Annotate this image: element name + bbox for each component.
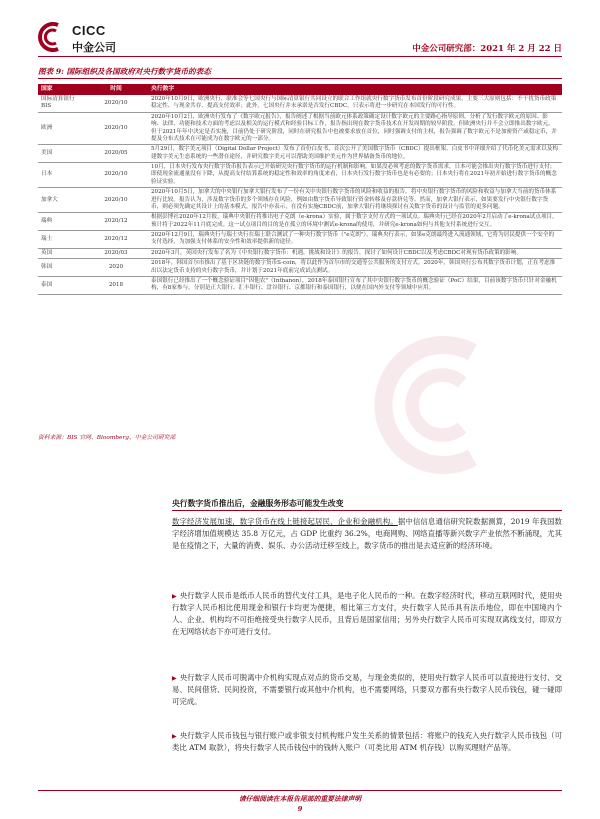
cicc-watermark-icon <box>360 330 510 480</box>
table-row <box>38 188 562 213</box>
table-row <box>38 163 562 188</box>
table-row <box>38 248 562 258</box>
bullet-arrow-icon: ▶ <box>172 593 177 600</box>
cbdc-stance-table <box>38 84 562 295</box>
cell-country: 欧洲 <box>38 112 84 145</box>
table-row <box>38 145 562 163</box>
figure-source: 资料来源：BIS 官网、Bloomberg、中金公司研究部 <box>38 435 176 441</box>
cell-time: 2020/05 <box>84 145 148 163</box>
table-row <box>38 112 562 145</box>
logo-text-cn: 中金公司 <box>72 41 116 54</box>
cell-time: 2020/10 <box>84 112 148 145</box>
section-title-divider <box>172 510 562 511</box>
cell-description: 2020年10月9日，欧洲央行、联准会等七国央行与国际清算银行共同设立的联合工作组就央行数字货币发布首份阶段研究成果，主要三大原则包括：不干扰货币政策稳定性、与现金共存、提高支付效率；此外，七国央行并未承诺是否发行CBDC，只表示将进一步研究在本国发行的可行性。 <box>148 95 562 112</box>
cell-description: 2020年3月，英国央行发布了名为《中央银行数字货币：机遇，挑战和设计》的报告，探讨了如何设计CBDC以及考虑CBDC对现有货币政策的影响。 <box>148 248 562 258</box>
table-header-row <box>38 84 562 95</box>
figure-title: 图表 9: 国际组织及各国政府对央行数字货币的表态 <box>38 67 211 76</box>
cell-description: 根据彭博社2020年12月报，瑞典中央银行将推出电子克朗（e-krona）实验，属于数字支付方式的一项试点。瑞典央行已经在2020年2月启动了e-krona试点项目，预计将于2022年11月底完成。这一试点项目的目的是在孤立的环境中测试e-krona的使用，并研究e-krona如何与其他支付系统进行交互。 <box>148 213 562 231</box>
cell-time: 2020/10 <box>84 95 148 112</box>
report-info: 中金公司研究部：2021 年 2 月 22 日 <box>412 44 562 54</box>
section-title: 央行数字货币推出后，金融服务形态可能发生改变 <box>172 499 344 508</box>
footer-divider <box>38 790 562 791</box>
cell-description: 泰国银行已经推出了一个概念验证项目"因他农"（Inthanon），2018年泰国银行宣布了其中央银行数字货币的概念验证（PoC）结果，目前该数字货币只针对金融机构，有8家参与，分别是正大银行、汇丰银行、盘谷银行、京都银行和泰国银行，以便在国内外支付等领域中应用。 <box>148 276 562 294</box>
cell-country: 韩国 <box>38 259 84 277</box>
logo-text-en: CICC <box>72 23 106 38</box>
cell-country: 泰国 <box>38 276 84 294</box>
legal-disclaimer: 请仔细阅读在本报告尾部的重要法律声明 <box>238 795 362 803</box>
bullet-paragraph <box>172 672 562 708</box>
cell-description: 2020年10月2日，欧洲央行发布了《数字欧元报告》，报告阐述了根据当前欧元体系政策确定设计数字欧元的主要路心指导原则，分析了发行数字欧元的原因、影响、法律、功能和技术方面的考虑以及相关的运行模式和经验目标工作，报告指出现在数字货币技术在开发周期的较早阶段，但欧洲央行并不会立即推出数字欧元，但于2021年年中决定是否实施，目前仍处于研究阶段，同时在研究报告中也被要求放在首位，同时强调支付的主权，报告强调了数字欧元不是加密资产或稳定币，并提及分布式技术在可能成为在数字欧元的一部分。 <box>148 112 562 145</box>
figure-title-divider <box>38 78 562 79</box>
intro-paragraph <box>172 516 562 552</box>
bullet-text: 央行数字人民币钱包与银行账户或非银支付机构账户发生关系的情景包括：将账户的钱充入央行数字人民币钱包（可类比 ATM 取款），将央行数字人民币钱包中的钱转入账户（可类比用 ATM 机存钱）以购买理财产品等。 <box>172 731 562 752</box>
cell-description: 2018年，韩国首尔市推出了基于区块链的数字货币S-coin，将以此作为首尔市的交通等公共服务的支付方式。2020年，韩国央行公布其数字货币计划，正在考虑推出以法定货币支持的央行数字货币，并计划于2021年底前完成试点测试。 <box>148 259 562 277</box>
cell-time: 2020/10 <box>84 188 148 213</box>
page-header <box>0 0 600 62</box>
intro-text: 据中信信息通信研究院数据测算，2019 年我国数字经济增加值规模达 35.8 万亿元，占 GDP 比重约 36.2%，电商网购、网络直播等新兴数字产业依然不断涌现，尤其是在疫情之下，大量的消费、娱乐、办公活动迁移至线上，数字货币的推出是去适应新的经济环境。 <box>172 517 562 550</box>
cell-country: 英国 <box>38 248 84 258</box>
table-row <box>38 259 562 277</box>
cell-time: 2020/03 <box>84 248 148 258</box>
cell-country: 美国 <box>38 145 84 163</box>
page-number: 9 <box>297 805 303 813</box>
table-row <box>38 231 562 249</box>
cell-time: 2020 <box>84 259 148 277</box>
cell-country: 瑞典 <box>38 213 84 231</box>
bullet-arrow-icon: ▶ <box>172 733 177 740</box>
bullet-text: 央行数字人民币可脱离中介机构实现点对点的货币交易，与现金类似的，使用央行数字人民币可以直接进行支付、交易、民间借贷、民间投资，不需要银行或其他中介机构，也不需要网络，只要双方都有央行数字人民币钱包，碰一碰即可完成。 <box>172 673 562 706</box>
column-header-time: 时间 <box>84 84 148 95</box>
cell-country: 加拿大 <box>38 188 84 213</box>
cell-country: 日本 <box>38 163 84 188</box>
cell-time: 2018 <box>84 276 148 294</box>
cell-country: 瑞士 <box>38 231 84 249</box>
header-divider <box>38 56 562 57</box>
intro-highlight: 数字经济发展加速，数字货币在线上链接起居民、企业和金融机构。 <box>172 517 398 526</box>
table-row <box>38 213 562 231</box>
cicc-logo <box>38 22 158 58</box>
cell-description: 2020年10月5日，加拿大的中央银行加拿大银行发布了一份有关中央银行数字货币的风险和收益的报告。将中央银行数字货币的风险和收益与加拿大当前的货币体系进行比较。报告认为，涉及数字货币的多个领域存在风险，例如由数字货币导致银行资金转移及存款挤兑等。然而，加拿大银行表示，如果要发行中央银行数字货币，则必须先确定其设计上的基本模式，报告中亦表示，在没有实施CBDC前，加拿大银行将继续探讨有关数字货币的设计与监管的更多问题。 <box>148 188 562 213</box>
bullet-arrow-icon: ▶ <box>172 675 177 682</box>
cell-description: 2020年12月9日，瑞典央行与瑞士央行在瑞士联合测试了一种央行数字货币（"e克朗"），瑞典央行表示，如果e克朗最终进入流通领域，它将为居民提供一个安全的支付选择，为加强支付体系的安全性和效率提供新的途径。 <box>148 231 562 249</box>
cell-time: 2020/10 <box>84 163 148 188</box>
bullet-paragraph <box>172 590 562 638</box>
cicc-logo-mark-icon <box>38 22 64 52</box>
table-row <box>38 95 562 112</box>
cell-description: 5月29日，数字美元项目（Digital Dollar Project）发布了首份白皮书，首次公开了美国数字货币（CBDC）提出框架。白皮书中详细介绍了代币化美元需求以及构建数字美元生态系统的一些潜在途径，并研究数字美元可以帮助美国维护美元作为世界储备货币的地位。 <box>148 145 562 163</box>
cell-description: 10月，日本央行发布央行数字货币报告表示已开始研究央行数字货币的运行机制和影响，如果没必须考虑的数字货币需求，日本可能会推出央行数字货币进行支付；即使现金流通量没有下降，从提高支付结算系统的稳定性和效率的角度来看，日本央行发行数字货币也是有必要的；日本央行将在2021年初开始进行数字货币的概念验证实验。 <box>148 163 562 188</box>
column-header-description: 央行数字 <box>148 84 562 95</box>
bullet-text: 央行数字人民币是纸币人民币的替代支付工具，是电子化人民币的一种。在数字经济时代，移动互联网时代，使用央行数字人民币相比使用现金和银行卡均更为便捷，相比第三方支付，央行数字人民币具有法币地位，即在中国境内个人、企业、机构均不可拒绝接受央行数字人民币，且背后是国家信用；另外央行数字人民币可实现双离线支付，即双方在无网络状态下亦可进行支付。 <box>172 591 562 636</box>
table-row <box>38 276 562 294</box>
cell-time: 2020/12 <box>84 213 148 231</box>
bullet-paragraph <box>172 730 562 754</box>
cell-country: 国际清算银行BIS <box>38 95 84 112</box>
cell-time: 2020/12 <box>84 231 148 249</box>
column-header-country: 国家 <box>38 84 84 95</box>
